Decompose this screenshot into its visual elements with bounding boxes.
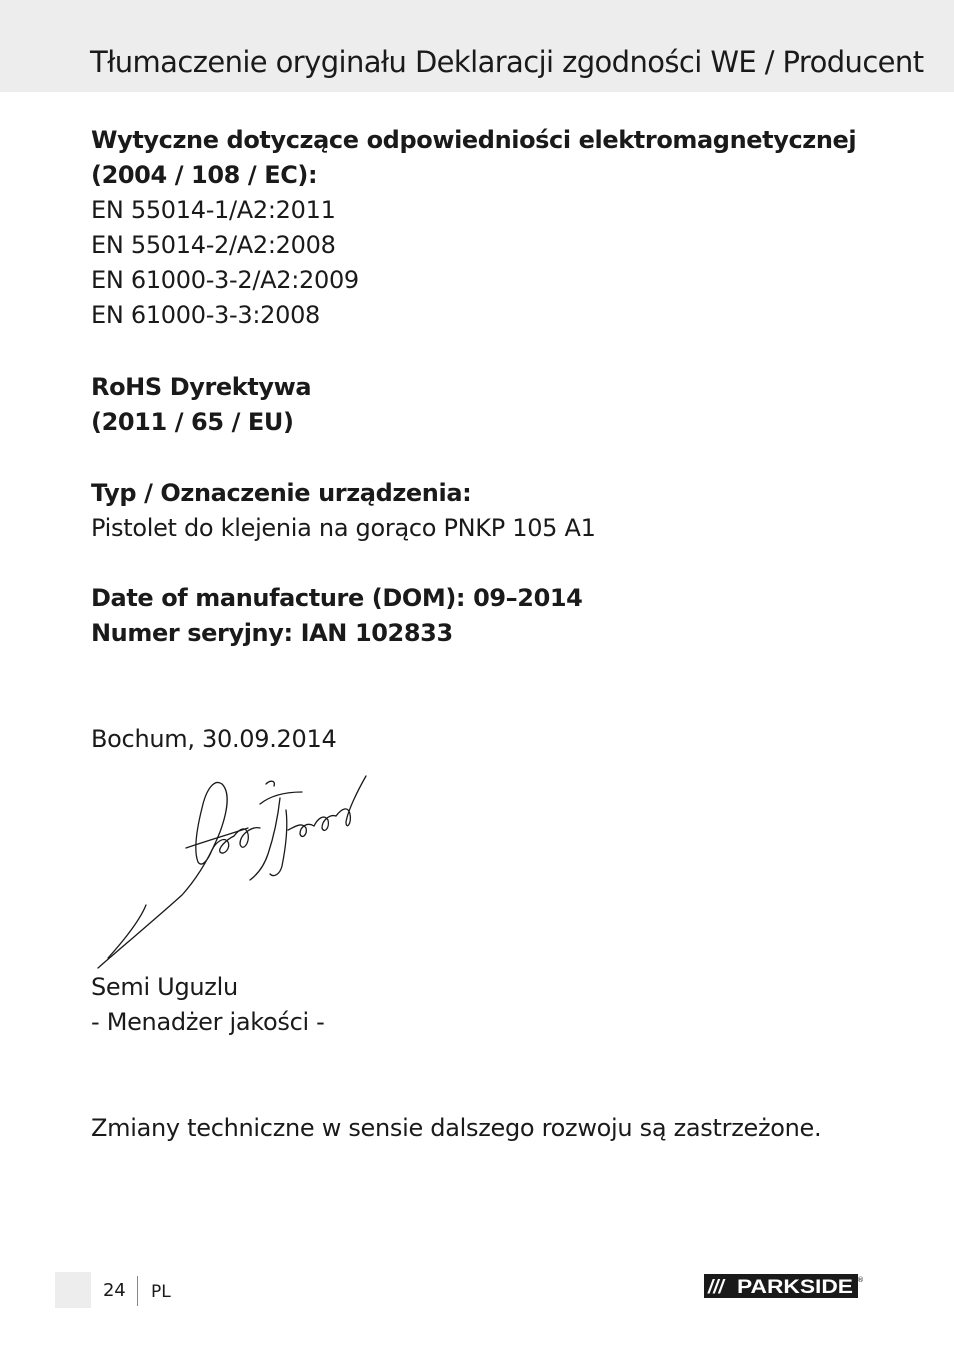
signatory-role: - Menadżer jakości -	[91, 1008, 325, 1036]
signatory-name: Semi Uguzlu	[91, 973, 238, 1001]
footer-page-tab	[55, 1272, 91, 1308]
logo-wordmark: PARKSIDE	[737, 1277, 853, 1298]
logo-registered-mark: ®	[857, 1276, 864, 1284]
device-label: Typ / Oznaczenie urządzenia:	[91, 479, 472, 507]
device-section	[91, 476, 596, 546]
rohs-line2: (2011 / 65 / EU)	[91, 408, 294, 436]
place-date: Bochum, 30.09.2014	[91, 725, 337, 753]
page-title: Tłumaczenie oryginału Deklaracji zgodności WE / Producent	[90, 45, 924, 79]
footer-divider	[137, 1276, 138, 1306]
parkside-logo	[704, 1274, 864, 1300]
emc-standard: EN 55014-2/A2:2008	[91, 231, 336, 259]
rohs-section	[91, 370, 311, 440]
logo-slashes: ///	[708, 1277, 724, 1298]
emc-standard: EN 61000-3-2/A2:2009	[91, 266, 359, 294]
serial-number: Numer seryjny: IAN 102833	[91, 619, 453, 647]
manufacture-section	[91, 581, 582, 651]
language-code: PL	[151, 1282, 171, 1302]
signatory-block	[91, 970, 325, 1040]
rohs-line1: RoHS Dyrektywa	[91, 373, 312, 401]
emc-standard: EN 55014-1/A2:2011	[91, 196, 336, 224]
disclaimer: Zmiany techniczne w sensie dalszego rozwoju są zastrzeżone.	[91, 1114, 822, 1142]
emc-standard: EN 61000-3-3:2008	[91, 301, 321, 329]
device-value: Pistolet do klejenia na gorąco PNKP 105 A1	[91, 514, 596, 542]
page-number: 24	[103, 1280, 126, 1301]
signature-image	[90, 770, 380, 975]
emc-heading-line1: Wytyczne dotyczące odpowiedniości elektromagnetycznej	[91, 126, 857, 154]
emc-section	[91, 123, 856, 333]
emc-heading-line2: (2004 / 108 / EC):	[91, 161, 318, 189]
date-of-manufacture: Date of manufacture (DOM): 09–2014	[91, 584, 583, 612]
